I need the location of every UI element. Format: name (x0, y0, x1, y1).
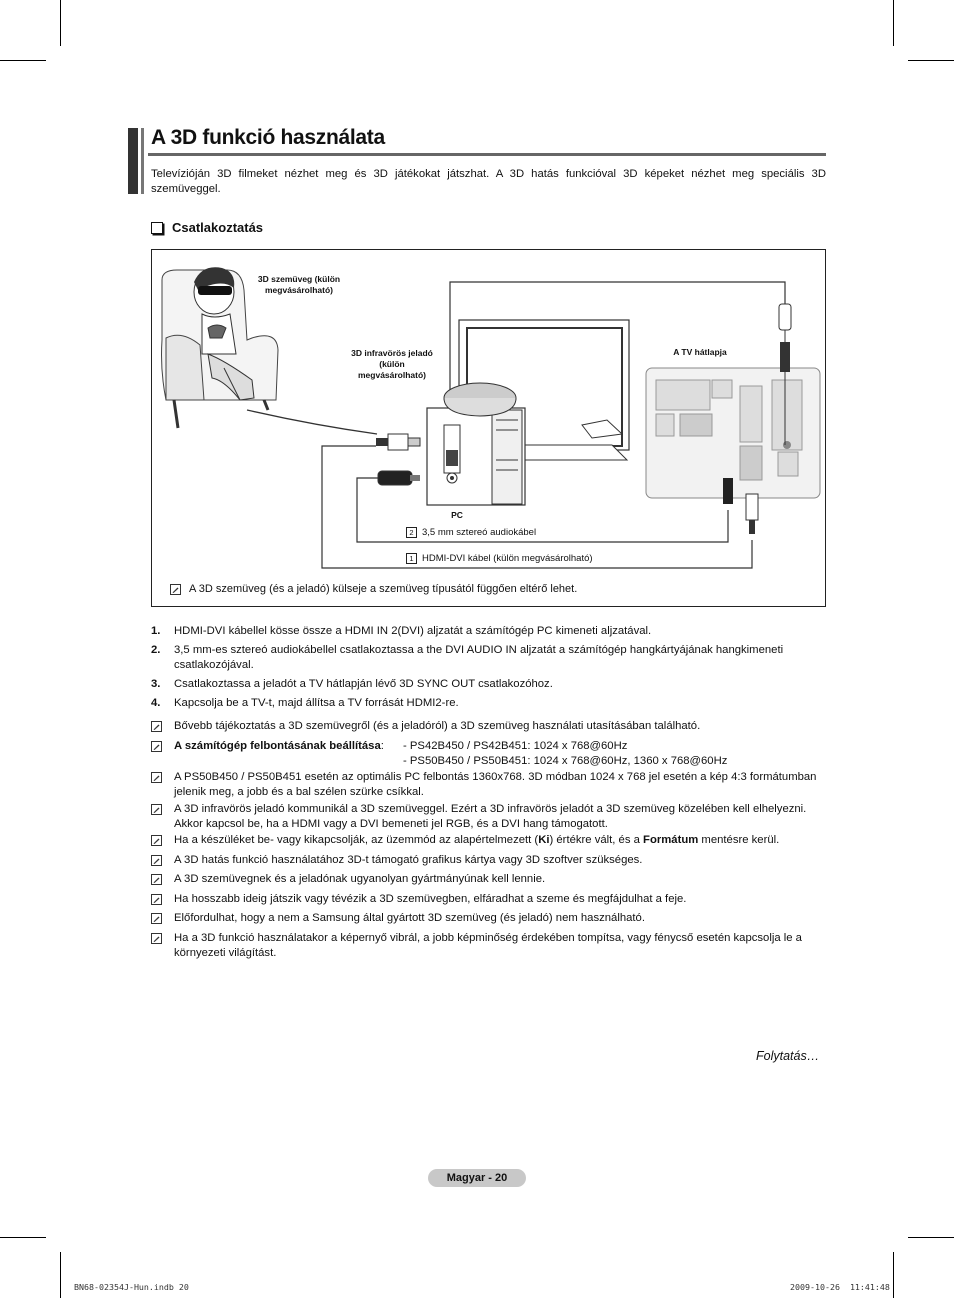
diagram-note (170, 583, 577, 595)
audio-plug-icon (378, 471, 420, 485)
checkbox-bullet-icon (151, 222, 163, 234)
section-heading (151, 220, 263, 235)
note-icon (151, 772, 162, 783)
note-icon (151, 933, 162, 944)
cable-2-label (406, 527, 536, 538)
page-number-badge: Magyar - 20 (428, 1169, 526, 1187)
cable-2-number: 2 (406, 527, 417, 538)
crop-mark (0, 60, 46, 61)
resolution-line-2: - PS50B450 / PS50B451: 1024 x 768@60Hz, 1360 x 768@60Hz (403, 754, 728, 767)
ir-emitter-icon (444, 383, 516, 416)
dvi-plug-icon (376, 434, 420, 450)
note-icon (151, 804, 162, 815)
cable-1-text: HDMI-DVI kábel (külön megvásárolható) (422, 553, 593, 564)
note-item: A 3D infravörös jeladó kommunikál a 3D szemüveggel. Ezért a 3D infravörös jeladót a 3D szemüveg közelében kell elhelyezni. Akkor kapcsol be, ha a HDMI vagy a DVI bemeneti jel RGB, és a DVI hang támogatott. (151, 802, 826, 832)
steps-list (151, 624, 826, 715)
crop-mark (60, 1252, 61, 1298)
note-icon (151, 835, 162, 846)
emitter-label: 3D infravörös jeladó (külön megvásárolható) (351, 348, 433, 380)
note-item: A PS50B450 / PS50B451 esetén az optimális PC felbontás 1360x768. 3D módban 1024 x 768 jel esetén a kép 4:3 formátumban jelenik meg, a jobb és a bal szélen szürke csíkkal. (151, 770, 826, 800)
glasses-label: 3D szemüveg (külön megvásárolható) (257, 274, 341, 295)
note-item: Ha a 3D funkció használatakor a képernyő vibrál, a jobb képminőség érdekében tompítsa, vagy fénycső esetén kapcsolja le a környezeti világítást. (151, 931, 826, 961)
cable-1-number: 1 (406, 553, 417, 564)
crop-mark (893, 1252, 894, 1298)
list-item: 2. 3,5 mm-es sztereó audiokábellel csatlakoztassa a the DVI AUDIO IN aljzatát a számítógép hangkártyájának hangkimeneti csatlakozójával. (151, 644, 784, 671)
title-accent-bar (141, 128, 144, 194)
connection-diagram (151, 249, 826, 607)
crop-mark (0, 1237, 46, 1238)
cable-1-label (406, 553, 593, 564)
note-item: A 3D hatás funkció használatához 3D-t támogató grafikus kártya vagy 3D szoftver szükséges. (151, 853, 826, 871)
continued-label: Folytatás… (756, 1049, 820, 1063)
list-item: 4. Kapcsolja be a TV-t, majd állítsa a TV forrását HDMI2-re. (151, 697, 459, 709)
pc-label: PC (451, 510, 463, 520)
pc-tower-icon (427, 408, 525, 505)
note-item: Bővebb tájékoztatás a 3D szemüvegről (és a jeladóról) a 3D szemüveg használati utasításában található. (151, 719, 826, 737)
section-heading-text: Csatlakoztatás (172, 220, 264, 235)
page-title: A 3D funkció használata (151, 126, 385, 149)
note-icon (151, 721, 162, 732)
note-icon (151, 741, 162, 752)
note-item: Ha a készüléket be- vagy kikapcsolják, az üzemmód az alapértelmezett (Ki) értékre vált, és a Formátum mentésre kerül. (151, 833, 826, 851)
note-item-resolution: A számítógép felbontásának beállítása: - PS42B450 / PS42B451: 1024 x 768@60Hz - PS50B450 / PS50B451: 1024 x 768@60Hz, 1360 x 768@60Hz (151, 739, 826, 769)
title-rule (148, 153, 826, 156)
note-icon (170, 584, 181, 595)
tv-back-label: A TV hátlapja (673, 347, 727, 357)
diagram-note-text: A 3D szemüveg (és a jeladó) külseje a szemüveg típusától függően eltérő lehet. (189, 583, 578, 595)
note-icon (151, 894, 162, 905)
note-item: A 3D szemüvegnek és a jeladónak ugyanolyan gyártmányúnak kell lennie. (151, 872, 826, 890)
footer-date: 2009-10-26 ￼11:41:48 (790, 1282, 890, 1292)
crop-mark (893, 0, 894, 46)
note-item: Előfordulhat, hogy a nem a Samsung által gyártott 3D szemüveg (és jeladó) nem használható. (151, 911, 826, 929)
footer-file: BN68-02354J-Hun.indb 20 (74, 1282, 189, 1292)
crop-mark (908, 60, 954, 61)
crop-mark (60, 0, 61, 46)
note-icon (151, 855, 162, 866)
note-icon (151, 913, 162, 924)
list-item: 3. Csatlakoztassa a jeladót a TV hátlapján lévő 3D SYNC OUT csatlakozóhoz. (151, 678, 553, 690)
notes-list (151, 719, 826, 962)
list-item: 1. HDMI-DVI kábellel kösse össze a HDMI IN 2(DVI) aljzatát a számítógép PC kimeneti aljzatával. (151, 625, 652, 637)
crop-mark (908, 1237, 954, 1238)
intro-paragraph: Televízióján 3D filmeket nézhet meg és 3D játékokat játszhat. A 3D hatás funkcióval 3D képeket nézhet meg speciális 3D szemüveggel. (151, 168, 826, 195)
note-item: Ha hosszabb ideig játszik vagy tévézik a 3D szemüvegben, elfáradhat a szeme és megfájdulhat a feje. (151, 892, 826, 910)
cable-2-text: 3,5 mm sztereó audiokábel (422, 527, 537, 538)
note-icon (151, 874, 162, 885)
resolution-label: A számítógép felbontásának beállítása (174, 739, 381, 752)
resolution-line-1: - PS42B450 / PS42B451: 1024 x 768@60Hz (403, 739, 628, 752)
title-accent-bar (128, 128, 138, 194)
